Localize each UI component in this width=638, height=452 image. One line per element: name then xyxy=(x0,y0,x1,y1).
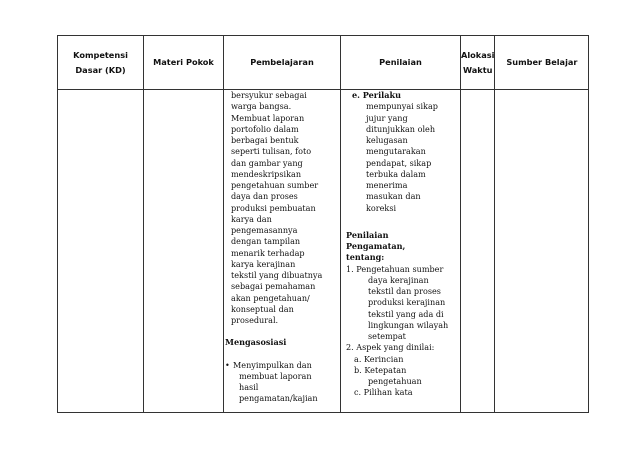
pembelajaran-line: sebagai pemahaman xyxy=(231,281,316,292)
pembelajaran-line: prosedural. xyxy=(231,315,279,325)
mengasosiasi-bullet xyxy=(225,360,340,405)
item-1-line: tekstil dan proses xyxy=(368,286,441,296)
mengasosiasi-heading: Mengasosiasi xyxy=(225,337,287,348)
item-1: 1. Pengetahuan sumber xyxy=(346,263,444,274)
pembelajaran-line: menarik terhadap xyxy=(231,247,305,258)
penilaian-pengamatan-heading: Penilaian Pengamatan, tentang: xyxy=(346,229,406,263)
pembelajaran-line: dan gambar yang xyxy=(231,157,303,168)
pembelajaran-line: berbagai bentuk xyxy=(231,135,299,145)
pembelajaran-line: bersyukur sebagai xyxy=(231,90,307,100)
pembelajaran-line: warga bangsa. xyxy=(231,101,292,112)
perilaku-line: terbuka dalam xyxy=(366,168,426,179)
syllabus-table xyxy=(57,35,589,413)
perilaku-line: koreksi xyxy=(366,202,397,213)
mengasosiasi-line: pengamatan/kajian xyxy=(239,393,318,404)
pembelajaran-text xyxy=(231,90,340,326)
mengasosiasi-line: hasil xyxy=(239,382,259,392)
pembelajaran-line: tekstil yang dibuatnya xyxy=(231,270,323,280)
pembelajaran-line: seperti tulisan, foto xyxy=(231,146,312,157)
header-row xyxy=(58,36,589,90)
item-1-line: lingkungan wilayah xyxy=(368,319,449,330)
header-sumber-belajar: Sumber Belajar xyxy=(495,36,589,90)
item-1-line: daya kerajinan xyxy=(368,274,429,285)
perilaku-line: jujur yang xyxy=(366,112,408,123)
item-1-line: produksi kerajinan xyxy=(368,297,446,308)
mengasosiasi-line: membuat laporan xyxy=(239,370,312,381)
cell-penilaian xyxy=(341,90,461,413)
pembelajaran-line: pengemasannya xyxy=(231,225,298,235)
item-1-line: tekstil yang ada di xyxy=(368,308,444,319)
pembelajaran-line: portofolio dalam xyxy=(231,123,299,134)
pembelajaran-line: daya dan proses xyxy=(231,191,298,202)
pembelajaran-line: dengan tampilan xyxy=(231,236,301,247)
item-2: 2. Aspek yang dinilai: xyxy=(346,342,435,353)
pembelajaran-line: produksi pembuatan xyxy=(231,202,316,213)
item-1-line: setempat xyxy=(368,331,406,341)
mengasosiasi-line: • Menyimpulkan dan xyxy=(225,360,340,371)
pembelajaran-line: karya kerajinan xyxy=(231,258,296,269)
pembelajaran-line: mendeskripsikan xyxy=(231,168,302,179)
cell-kompetensi xyxy=(58,90,144,413)
header-alokasi-waktu: Alokasi Waktu xyxy=(461,36,495,90)
sub-a: a. Kerincian xyxy=(354,353,404,364)
header-kompetensi: Kompetensi Dasar (KD) xyxy=(58,36,144,90)
header-pembelajaran: Pembelajaran xyxy=(224,36,341,90)
item-1-text xyxy=(354,275,460,343)
perilaku-line: mempunyai sikap xyxy=(366,101,438,112)
header-penilaian: Penilaian xyxy=(341,36,461,90)
cell-pembelajaran xyxy=(224,90,341,413)
pembelajaran-line: Membuat laporan xyxy=(231,112,305,123)
pembelajaran-line: pengetahuan sumber xyxy=(231,180,319,190)
perilaku-line: kelugasan xyxy=(366,135,408,145)
cell-alokasi-waktu xyxy=(461,90,495,413)
perilaku-line: pendapat, sikap xyxy=(366,157,432,168)
sub-b-cont: pengetahuan xyxy=(368,376,422,386)
content-row xyxy=(58,90,589,413)
sub-c: c. Pilihan kata xyxy=(354,387,413,398)
perilaku-line: ditunjukkan oleh xyxy=(366,123,436,134)
header-materi-pokok: Materi Pokok xyxy=(144,36,224,90)
perilaku-line: menerima xyxy=(366,180,408,190)
cell-sumber-belajar xyxy=(495,90,589,413)
cell-materi-pokok xyxy=(144,90,224,413)
sub-b: b. Ketepatan xyxy=(354,364,407,375)
pembelajaran-line: akan pengetahuan/ xyxy=(231,292,310,303)
perilaku-text xyxy=(352,101,460,214)
pembelajaran-line: karya dan xyxy=(231,213,272,224)
pembelajaran-line: konseptual dan xyxy=(231,303,294,314)
perilaku-label: e. Perilaku xyxy=(352,90,401,100)
perilaku-line: mengutarakan xyxy=(366,146,426,157)
perilaku-line: masukan dan xyxy=(366,191,421,202)
